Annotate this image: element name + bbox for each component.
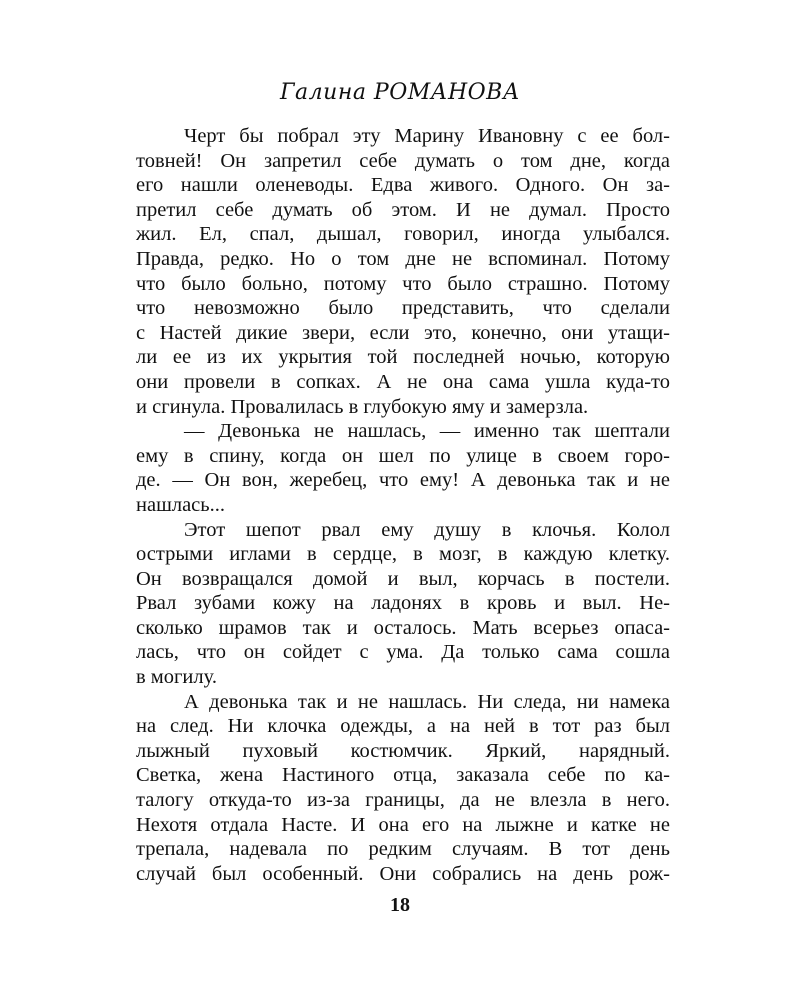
text-line: претил себе думать об этом. И не думал. Просто	[136, 198, 670, 221]
text-line: лась, что он сойдет с ума. Да только сама сошла	[136, 641, 670, 664]
text-line: де. — Он вон, жеребец, что ему! А девонька так и не	[136, 469, 670, 492]
text-line: случай был особенный. Они собрались на день рож-	[136, 862, 670, 885]
running-head-author: Галина РОМАНОВА	[279, 80, 521, 105]
text-line: товней! Он запретил себе думать о том дне, когда	[136, 149, 670, 172]
text-line: — Девонька не нашлась, — именно так шептали	[184, 420, 670, 443]
text-line: лыжный пуховый костюмчик. Яркий, нарядный.	[136, 739, 670, 762]
text-line: они провели в сопках. А не она сама ушла куда-то	[136, 370, 670, 393]
text-line: Светка, жена Настиного отца, заказала себе по ка-	[136, 764, 670, 787]
body-text	[136, 124, 670, 886]
text-line: А девонька так и не нашлась. Ни следа, ни намека	[184, 690, 670, 713]
text-line: острыми иглами в сердце, в мозг, в каждую клетку.	[136, 543, 670, 566]
text-line: Этот шепот рвал ему душу в клочья. Колол	[184, 518, 670, 541]
text-line: на след. Ни клочка одежды, а на ней в тот раз был	[136, 715, 670, 738]
text-line: Черт бы побрал эту Марину Ивановну с ее бол-	[184, 125, 670, 147]
text-line: в могилу.	[136, 666, 217, 689]
text-line: сколько шрамов так и осталось. Мать всерьез опаса-	[136, 616, 670, 639]
text-line: Нехотя отдала Насте. И она его на лыжне и катке не	[136, 813, 670, 836]
text-line: нашлась...	[136, 493, 226, 516]
text-line: Он возвращался домой и выл, корчась в постели.	[136, 567, 670, 590]
text-line: и сгинула. Провалилась в глубокую яму и замерзла.	[136, 395, 589, 418]
text-line: его нашли оленеводы. Едва живого. Одного. Он за-	[136, 174, 670, 197]
text-line: жил. Ел, спал, дышал, говорил, иногда улыбался.	[136, 223, 670, 246]
text-line: Рвал зубами кожу на ладонях в кровь и выл. Не-	[136, 592, 670, 615]
text-line: ему в спину, когда он шел по улице в своем горо-	[136, 444, 670, 467]
text-line: что невозможно было представить, что сделали	[136, 297, 670, 320]
text-line: что было больно, потому что было страшно. Потому	[136, 272, 670, 295]
text-line: талогу откуда-то из-за границы, да не влезла в него.	[136, 789, 670, 812]
text-line: трепала, надевала по редким случаям. В тот день	[136, 838, 670, 861]
page-number: 18	[390, 894, 410, 916]
text-line: Правда, редко. Но о том дне не вспоминал. Потому	[136, 247, 670, 270]
text-line: с Настей дикие звери, если это, конечно, они утащи-	[136, 321, 670, 344]
text-line: ли ее из их укрытия той последней ночью, которую	[136, 346, 670, 369]
